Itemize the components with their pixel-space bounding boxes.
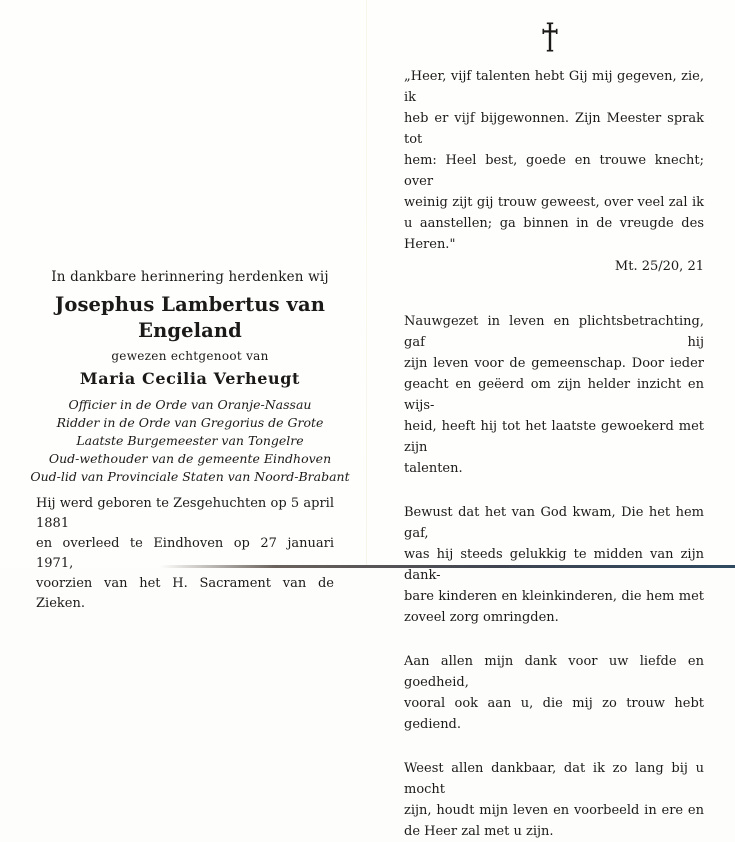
quote-line: u aanstellen; ga binnen in de vreugde des Heren." bbox=[404, 216, 704, 252]
spouse-label: gewezen echtgenoot van bbox=[111, 349, 269, 363]
birth-line: Hij werd geboren te Zesgehuchten op 5 april 1881 bbox=[36, 496, 334, 531]
title-line: Ridder in de Orde van Gregorius de Grote bbox=[56, 415, 324, 430]
paragraph-farewell bbox=[404, 758, 704, 842]
paragraph-thanks bbox=[404, 651, 704, 735]
title-line: Officier in de Orde van Oranje-Nassau bbox=[68, 397, 312, 412]
paragraph-line: zoveel zorg omringden. bbox=[404, 610, 559, 625]
paragraph-line: Nauwgezet in leven en plichtsbetrachting, gaf hij bbox=[404, 314, 704, 350]
paragraph-line: talenten. bbox=[404, 461, 463, 476]
paragraph-line: de Heer zal met u zijn. bbox=[404, 824, 554, 839]
birth-line: en overleed te Eindhoven op 27 januari 1971, bbox=[36, 536, 334, 571]
title-line: Oud-wethouder van de gemeente Eindhoven bbox=[48, 451, 332, 466]
birth-line: voorzien van het H. Sacrament van de Zieken. bbox=[36, 576, 334, 611]
quote-line: weinig zijt gij trouw geweest, over veel zal ik bbox=[404, 195, 704, 210]
right-panel bbox=[404, 22, 704, 842]
paragraph-line: was hij steeds gelukkig te midden van zijn dank- bbox=[404, 547, 704, 583]
paragraph-character bbox=[404, 311, 704, 479]
title-line: Oud-lid van Provinciale Staten van Noord-Brabant bbox=[30, 469, 350, 484]
spouse-name: Maria Cecilia Verheugt bbox=[79, 369, 301, 388]
cross-icon bbox=[542, 22, 558, 56]
birth-death-paragraph bbox=[36, 494, 334, 614]
paragraph-line: heid, heeft hij tot het laatste gewoekerd met zijn bbox=[404, 419, 704, 455]
quote-line: hem: Heel best, goede en trouwe knecht; over bbox=[404, 153, 704, 189]
paragraph-line: zijn, houdt mijn leven en voorbeeld in ere en bbox=[404, 803, 704, 818]
paragraph-line: geacht en geëerd om zijn helder inzicht en wijs- bbox=[404, 377, 704, 413]
paragraph-line: bare kinderen en kleinkinderen, die hem met bbox=[404, 589, 704, 604]
honorary-titles bbox=[20, 396, 360, 486]
left-panel bbox=[20, 268, 360, 614]
quote-line: „Heer, vijf talenten hebt Gij mij gegeven, zie, ik bbox=[404, 69, 704, 105]
paragraph-family bbox=[404, 502, 704, 628]
bible-quote bbox=[404, 66, 704, 255]
title-line: Laatste Burgemeester van Tongelre bbox=[76, 433, 304, 448]
paragraph-line: Aan allen mijn dank voor uw liefde en goedheid, bbox=[404, 654, 704, 690]
paragraph-line: Weest allen dankbaar, dat ik zo lang bij u mocht bbox=[404, 761, 704, 797]
cross-container bbox=[404, 22, 704, 66]
deceased-name: Josephus Lambertus van Engeland bbox=[55, 293, 325, 342]
quote-reference: Mt. 25/20, 21 bbox=[614, 259, 704, 274]
paragraph-line: Bewust dat het van God kwam, Die het hem gaf, bbox=[404, 505, 704, 541]
paragraph-line: zijn leven voor de gemeenschap. Door ieder bbox=[404, 356, 704, 371]
paragraph-line: vooral ook aan u, die mij zo trouw hebt gediend. bbox=[404, 696, 704, 732]
fold-line bbox=[366, 0, 367, 566]
intro-text: In dankbare herinnering herdenken wij bbox=[51, 269, 329, 285]
quote-line: heb er vijf bijgewonnen. Zijn Meester sprak tot bbox=[404, 111, 704, 147]
